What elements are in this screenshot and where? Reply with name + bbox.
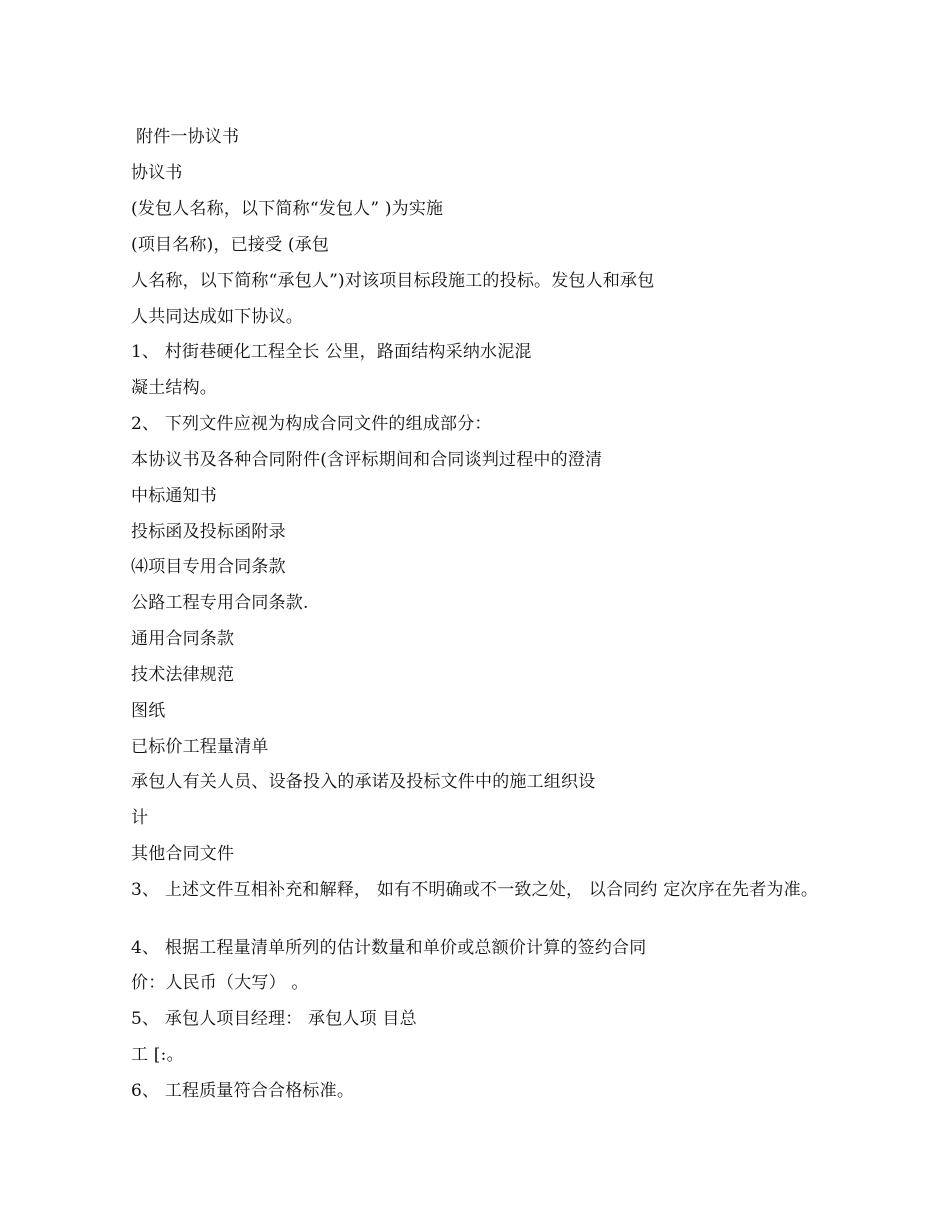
list-item: 技术法律规范 bbox=[131, 665, 235, 685]
list-item: 图纸 bbox=[131, 701, 166, 721]
text-line: 计 bbox=[131, 808, 149, 828]
text-line: (项目名称)，已接受 (承包 bbox=[131, 235, 330, 255]
attachment-title: 附件一协议书 bbox=[136, 127, 240, 147]
list-item: 投标函及投标函附录 bbox=[131, 522, 286, 542]
list-item: 本协议书及各种合同附件(含评标期间和合同谈判过程中的澄清 bbox=[131, 450, 603, 470]
text-line: 价：人民币（大写） 。 bbox=[131, 973, 309, 993]
text-line: (发包人名称，以下简称“发包人” )为实施 bbox=[131, 199, 444, 219]
clause-1: 1、 村街巷硬化工程全长 公里，路面结构采纳水泥混 bbox=[131, 342, 532, 362]
list-item: 其他合同文件 bbox=[131, 844, 235, 864]
text-line: 人名称，以下简称“承包人”)对该项目标段施工的投标。发包人和承包 bbox=[131, 271, 655, 291]
list-item: ⑷项目专用合同条款 bbox=[131, 557, 286, 577]
text-line: 人共同达成如下协议。 bbox=[131, 307, 303, 327]
clause-2: 2、 下列文件应视为构成合同文件的组成部分： bbox=[131, 414, 492, 434]
document-title: 协议书 bbox=[131, 163, 183, 183]
clause-5: 5、 承包人项目经理： 承包人项 目总 bbox=[131, 1009, 417, 1029]
list-item: 承包人有关人员、设备投入的承诺及投标文件中的施工组织设 bbox=[131, 772, 596, 792]
list-item: 通用合同条款 bbox=[131, 629, 235, 649]
clause-3: 3、 上述文件互相补充和解释， 如有不明确或不一致之处， 以合同约 定次序在先者为准。 bbox=[131, 880, 819, 900]
list-item: 中标通知书 bbox=[131, 486, 217, 506]
text-line: 工 [:。 bbox=[131, 1045, 184, 1065]
list-item: 公路工程专用合同条款. bbox=[131, 593, 309, 613]
clause-6: 6、 工程质量符合合格标准。 bbox=[131, 1081, 355, 1101]
clause-4: 4、 根据工程量清单所列的估计数量和单价或总额价计算的签约合同 bbox=[131, 938, 647, 958]
text-line: 凝土结构。 bbox=[131, 378, 217, 398]
list-item: 已标价工程量清单 bbox=[131, 737, 269, 757]
